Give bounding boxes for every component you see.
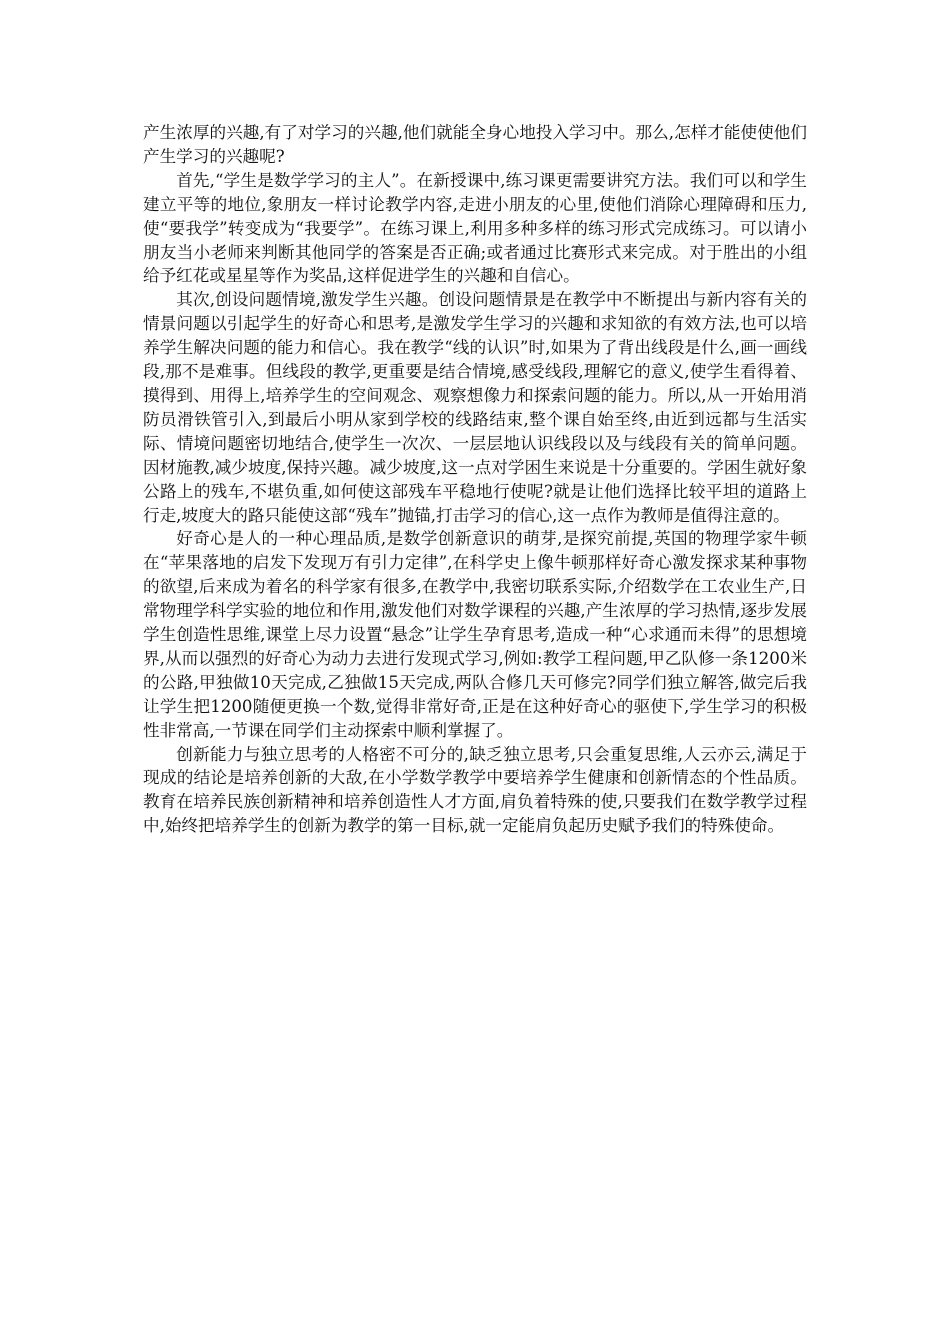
paragraph-continuation: 产生浓厚的兴趣,有了对学习的兴趣,他们就能全身心地投入学习中。那么,怎样才能使使他们产生学习的兴趣呢? [143,123,807,166]
paragraph-student-master: 首先,“学生是数学学习的主人”。在新授课中,练习课更需要讲究方法。我们可以和学生建立平等的地位,象朋友一样讨论教学内容,走进小朋友的心里,使他们消除心理障碍和压力,使“要我学”转变成为“我要学”。在练习课上,利用多种多样的练习形式完成练习。可以请小朋友当小老师来判断其他同学的答案是否正确;或者通过比赛形式来完成。对于胜出的小组给予红花或星星等作为奖品,这样促进学生的兴趣和自信心。 [143,170,807,286]
document-page [143,121,807,838]
paragraph-independent-thinking: 创新能力与独立思考的人格密不可分的,缺乏独立思考,只会重复思维,人云亦云,满足于现成的结论是培养创新的大敌,在小学数学教学中要培养学生健康和创新情态的个性品质。教育在培养民族创新精神和培养创造性人才方面,肩负着特殊的使,只要我们在数学教学过程中,始终把培养学生的创新为教学的第一目标,就一定能肩负起历史赋予我们的特殊使命。 [143,744,807,836]
paragraph-problem-situation: 其次,创设问题情境,激发学生兴趣。创设问题情景是在教学中不断提出与新内容有关的情景问题以引起学生的好奇心和思考,是激发学生学习的兴趣和求知欲的有效方法,也可以培养学生解决问题的能力和信心。我在教学“线的认识”时,如果为了背出线段是什么,画一画线段,那不是难事。但线段的教学,更重要是结合情境,感受线段,理解它的意义,使学生看得着、摸得到、用得上,培养学生的空间观念、观察想像力和探索问题的能力。所以,从一开始用消防员滑铁管引入,到最后小明从家到学校的线路结束,整个课自始至终,由近到远都与生活实际、情境问题密切地结合,使学生一次次、一层层地认识线段以及与线段有关的简单问题。因材施教,减少坡度,保持兴趣。减少坡度,这一点对学困生来说是十分重要的。学困生就好象公路上的残车,不堪负重,如何使这部残车平稳地行使呢?就是让他们选择比较平坦的道路上行走,坡度大的路只能使这部“残车”抛锚,打击学习的信心,这一点作为教师是值得注意的。 [143,290,807,525]
paragraph-curiosity: 好奇心是人的一种心理品质,是数学创新意识的萌芽,是探究前提,英国的物理学家牛顿在“苹果落地的启发下发现万有引力定律”,在科学史上像牛顿那样好奇心激发探求某种事物的欲望,后来成为着名的科学家有很多,在教学中,我密切联系实际,介绍数学在工农业生产,日常物理学科学实验的地位和作用,激发他们对数学课程的兴趣,产生浓厚的学习热情,逐步发展学生创造性思维,课堂上尽力设置“悬念”让学生孕育思考,造成一种“心求通而未得”的思想境界,从而以强烈的好奇心为动力去进行发现式学习,例如:教学工程问题,甲乙队修一条1200米的公路,甲独做10天完成,乙独做15天完成,两队合修几天可修完?同学们独立解答,做完后我让学生把1200随便更换一个数,觉得非常好奇,正是在这种好奇心的驱使下,学生学习的积极性非常高,一节课在同学们主动探索中顺利掌握了。 [143,529,807,740]
